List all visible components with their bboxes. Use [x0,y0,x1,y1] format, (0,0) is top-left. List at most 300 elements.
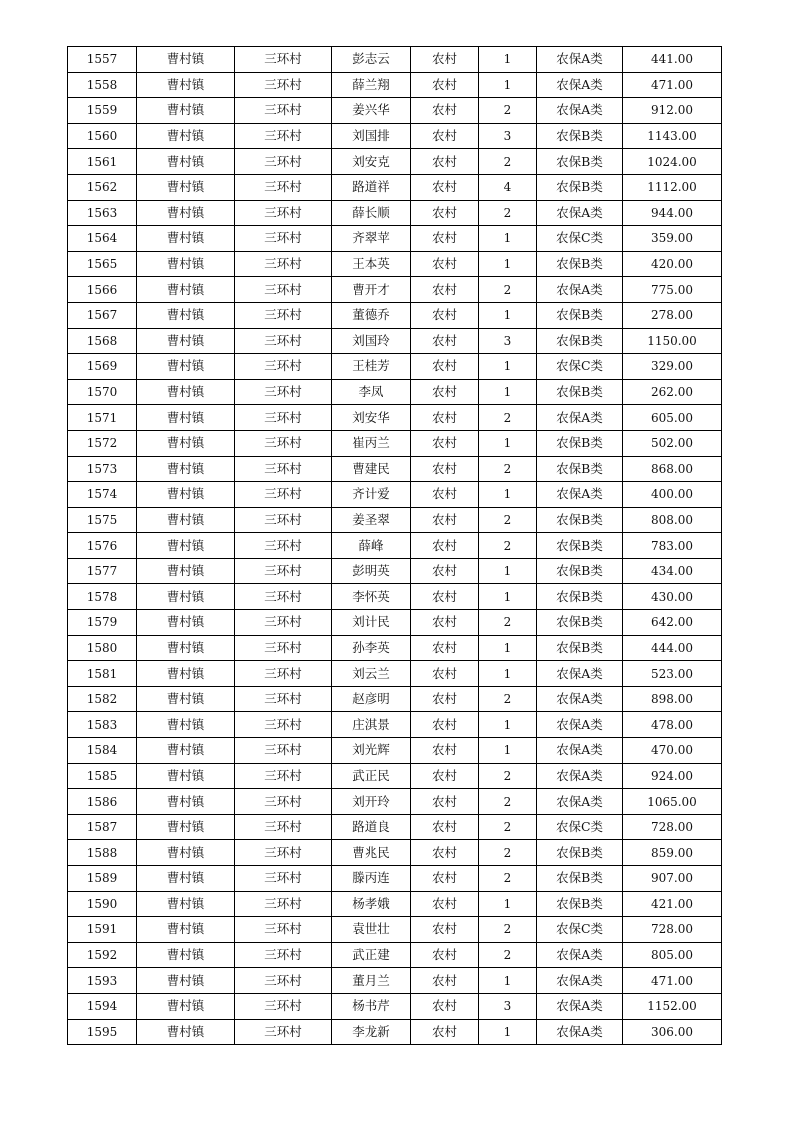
cell-village: 三环村 [235,942,332,968]
cell-amount: 434.00 [623,558,722,584]
cell-row-number: 1595 [68,1019,137,1045]
cell-family-size: 2 [479,763,537,789]
cell-amount: 868.00 [623,456,722,482]
cell-town: 曹村镇 [137,1019,235,1045]
cell-insurance-category: 农保B类 [537,149,623,175]
cell-person-name: 曹开才 [332,277,411,303]
cell-row-number: 1585 [68,763,137,789]
cell-family-size: 2 [479,789,537,815]
cell-amount: 1152.00 [623,993,722,1019]
cell-household-type: 农村 [411,430,479,456]
cell-household-type: 农村 [411,200,479,226]
cell-amount: 400.00 [623,482,722,508]
cell-household-type: 农村 [411,123,479,149]
table-row [68,430,722,456]
cell-town: 曹村镇 [137,635,235,661]
cell-person-name: 刘国玲 [332,328,411,354]
cell-insurance-category: 农保A类 [537,200,623,226]
cell-family-size: 1 [479,302,537,328]
table-row [68,98,722,124]
cell-village: 三环村 [235,968,332,994]
cell-amount: 898.00 [623,686,722,712]
cell-village: 三环村 [235,379,332,405]
table-row [68,584,722,610]
cell-family-size: 1 [479,558,537,584]
cell-town: 曹村镇 [137,174,235,200]
cell-household-type: 农村 [411,302,479,328]
cell-village: 三环村 [235,635,332,661]
cell-amount: 359.00 [623,226,722,252]
cell-row-number: 1588 [68,840,137,866]
cell-row-number: 1581 [68,661,137,687]
cell-amount: 471.00 [623,72,722,98]
cell-family-size: 2 [479,277,537,303]
cell-row-number: 1593 [68,968,137,994]
cell-village: 三环村 [235,98,332,124]
cell-amount: 523.00 [623,661,722,687]
cell-row-number: 1568 [68,328,137,354]
cell-family-size: 2 [479,610,537,636]
table-row [68,1019,722,1045]
cell-insurance-category: 农保A类 [537,661,623,687]
cell-amount: 478.00 [623,712,722,738]
table-row [68,814,722,840]
cell-amount: 278.00 [623,302,722,328]
cell-family-size: 1 [479,226,537,252]
cell-amount: 944.00 [623,200,722,226]
table-row [68,840,722,866]
table-row [68,942,722,968]
cell-family-size: 1 [479,47,537,73]
cell-village: 三环村 [235,174,332,200]
cell-village: 三环村 [235,302,332,328]
cell-village: 三环村 [235,533,332,559]
cell-insurance-category: 农保A类 [537,482,623,508]
cell-town: 曹村镇 [137,200,235,226]
cell-family-size: 2 [479,866,537,892]
cell-town: 曹村镇 [137,610,235,636]
cell-insurance-category: 农保B类 [537,328,623,354]
cell-person-name: 王本英 [332,251,411,277]
cell-insurance-category: 农保C类 [537,814,623,840]
cell-amount: 502.00 [623,430,722,456]
cell-amount: 430.00 [623,584,722,610]
cell-town: 曹村镇 [137,302,235,328]
cell-household-type: 农村 [411,72,479,98]
cell-town: 曹村镇 [137,72,235,98]
cell-village: 三环村 [235,123,332,149]
cell-town: 曹村镇 [137,277,235,303]
cell-town: 曹村镇 [137,840,235,866]
cell-family-size: 2 [479,686,537,712]
cell-town: 曹村镇 [137,328,235,354]
cell-family-size: 2 [479,98,537,124]
cell-village: 三环村 [235,277,332,303]
cell-insurance-category: 农保A类 [537,763,623,789]
cell-insurance-category: 农保A类 [537,405,623,431]
cell-town: 曹村镇 [137,507,235,533]
table-row [68,482,722,508]
cell-amount: 1143.00 [623,123,722,149]
cell-insurance-category: 农保B类 [537,430,623,456]
cell-insurance-category: 农保B类 [537,123,623,149]
cell-household-type: 农村 [411,686,479,712]
cell-village: 三环村 [235,866,332,892]
cell-row-number: 1558 [68,72,137,98]
cell-row-number: 1580 [68,635,137,661]
cell-insurance-category: 农保A类 [537,686,623,712]
cell-town: 曹村镇 [137,405,235,431]
cell-insurance-category: 农保A类 [537,1019,623,1045]
cell-person-name: 武正建 [332,942,411,968]
cell-row-number: 1573 [68,456,137,482]
cell-family-size: 2 [479,840,537,866]
cell-insurance-category: 农保A类 [537,993,623,1019]
cell-row-number: 1561 [68,149,137,175]
cell-amount: 470.00 [623,738,722,764]
cell-row-number: 1571 [68,405,137,431]
cell-row-number: 1575 [68,507,137,533]
table-row [68,635,722,661]
cell-person-name: 路道祥 [332,174,411,200]
cell-insurance-category: 农保C类 [537,226,623,252]
cell-village: 三环村 [235,72,332,98]
cell-family-size: 2 [479,942,537,968]
table-row [68,533,722,559]
cell-household-type: 农村 [411,558,479,584]
cell-amount: 1112.00 [623,174,722,200]
cell-person-name: 刘安华 [332,405,411,431]
cell-town: 曹村镇 [137,456,235,482]
cell-town: 曹村镇 [137,866,235,892]
cell-row-number: 1587 [68,814,137,840]
cell-town: 曹村镇 [137,686,235,712]
cell-person-name: 庄淇景 [332,712,411,738]
cell-row-number: 1576 [68,533,137,559]
cell-village: 三环村 [235,712,332,738]
cell-household-type: 农村 [411,328,479,354]
cell-row-number: 1564 [68,226,137,252]
cell-family-size: 1 [479,482,537,508]
cell-village: 三环村 [235,763,332,789]
cell-household-type: 农村 [411,149,479,175]
cell-village: 三环村 [235,430,332,456]
cell-insurance-category: 农保B类 [537,635,623,661]
cell-household-type: 农村 [411,814,479,840]
cell-row-number: 1567 [68,302,137,328]
cell-person-name: 彭志云 [332,47,411,73]
cell-town: 曹村镇 [137,814,235,840]
cell-row-number: 1565 [68,251,137,277]
cell-village: 三环村 [235,405,332,431]
table-row [68,866,722,892]
cell-household-type: 农村 [411,456,479,482]
cell-amount: 912.00 [623,98,722,124]
cell-row-number: 1559 [68,98,137,124]
cell-person-name: 刘云兰 [332,661,411,687]
table-row [68,200,722,226]
cell-person-name: 路道良 [332,814,411,840]
cell-household-type: 农村 [411,1019,479,1045]
cell-village: 三环村 [235,993,332,1019]
cell-insurance-category: 农保A类 [537,942,623,968]
cell-row-number: 1563 [68,200,137,226]
cell-amount: 306.00 [623,1019,722,1045]
cell-household-type: 农村 [411,277,479,303]
cell-village: 三环村 [235,328,332,354]
cell-village: 三环村 [235,661,332,687]
cell-town: 曹村镇 [137,558,235,584]
cell-amount: 907.00 [623,866,722,892]
cell-insurance-category: 农保B类 [537,840,623,866]
cell-person-name: 姜圣翠 [332,507,411,533]
cell-village: 三环村 [235,814,332,840]
cell-insurance-category: 农保B类 [537,610,623,636]
cell-amount: 420.00 [623,251,722,277]
cell-insurance-category: 农保B类 [537,558,623,584]
cell-person-name: 董月兰 [332,968,411,994]
cell-household-type: 农村 [411,712,479,738]
cell-household-type: 农村 [411,635,479,661]
cell-town: 曹村镇 [137,430,235,456]
table-row [68,661,722,687]
cell-row-number: 1574 [68,482,137,508]
cell-insurance-category: 农保B类 [537,174,623,200]
cell-village: 三环村 [235,482,332,508]
cell-household-type: 农村 [411,405,479,431]
cell-person-name: 赵彦明 [332,686,411,712]
cell-person-name: 刘计民 [332,610,411,636]
table-row [68,558,722,584]
cell-village: 三环村 [235,558,332,584]
cell-household-type: 农村 [411,47,479,73]
cell-amount: 471.00 [623,968,722,994]
table-body [68,47,722,1045]
cell-town: 曹村镇 [137,661,235,687]
cell-insurance-category: 农保B类 [537,302,623,328]
cell-person-name: 刘光辉 [332,738,411,764]
cell-person-name: 李怀英 [332,584,411,610]
cell-family-size: 1 [479,251,537,277]
cell-person-name: 王桂芳 [332,354,411,380]
cell-family-size: 1 [479,584,537,610]
cell-row-number: 1584 [68,738,137,764]
table-row [68,302,722,328]
cell-insurance-category: 农保A类 [537,789,623,815]
cell-town: 曹村镇 [137,968,235,994]
cell-family-size: 2 [479,533,537,559]
cell-village: 三环村 [235,917,332,943]
cell-family-size: 2 [479,456,537,482]
cell-household-type: 农村 [411,98,479,124]
table-row [68,712,722,738]
cell-row-number: 1591 [68,917,137,943]
cell-amount: 444.00 [623,635,722,661]
cell-town: 曹村镇 [137,251,235,277]
table-row [68,47,722,73]
cell-family-size: 2 [479,814,537,840]
cell-household-type: 农村 [411,763,479,789]
table-row [68,72,722,98]
cell-family-size: 3 [479,328,537,354]
cell-amount: 329.00 [623,354,722,380]
cell-person-name: 薛兰翔 [332,72,411,98]
cell-household-type: 农村 [411,738,479,764]
cell-insurance-category: 农保C类 [537,917,623,943]
cell-insurance-category: 农保A类 [537,968,623,994]
cell-row-number: 1579 [68,610,137,636]
cell-household-type: 农村 [411,174,479,200]
table-row [68,379,722,405]
cell-person-name: 姜兴华 [332,98,411,124]
cell-village: 三环村 [235,584,332,610]
cell-household-type: 农村 [411,226,479,252]
cell-town: 曹村镇 [137,789,235,815]
cell-row-number: 1582 [68,686,137,712]
table-row [68,507,722,533]
cell-insurance-category: 农保B类 [537,251,623,277]
cell-town: 曹村镇 [137,98,235,124]
table-row [68,738,722,764]
cell-village: 三环村 [235,507,332,533]
cell-amount: 783.00 [623,533,722,559]
cell-family-size: 1 [479,712,537,738]
cell-village: 三环村 [235,226,332,252]
cell-person-name: 刘开玲 [332,789,411,815]
cell-insurance-category: 农保B类 [537,891,623,917]
cell-town: 曹村镇 [137,993,235,1019]
table-row [68,277,722,303]
cell-household-type: 农村 [411,533,479,559]
cell-household-type: 农村 [411,379,479,405]
cell-town: 曹村镇 [137,482,235,508]
table-row [68,405,722,431]
cell-family-size: 1 [479,72,537,98]
cell-amount: 808.00 [623,507,722,533]
cell-household-type: 农村 [411,661,479,687]
cell-town: 曹村镇 [137,738,235,764]
cell-row-number: 1590 [68,891,137,917]
cell-row-number: 1583 [68,712,137,738]
cell-town: 曹村镇 [137,149,235,175]
table-row [68,123,722,149]
cell-person-name: 崔丙兰 [332,430,411,456]
table-row [68,226,722,252]
cell-household-type: 农村 [411,840,479,866]
data-table [67,46,722,1045]
cell-row-number: 1572 [68,430,137,456]
cell-amount: 642.00 [623,610,722,636]
cell-person-name: 李凤 [332,379,411,405]
cell-row-number: 1592 [68,942,137,968]
cell-town: 曹村镇 [137,917,235,943]
cell-insurance-category: 农保A类 [537,277,623,303]
cell-insurance-category: 农保A类 [537,98,623,124]
table-row [68,763,722,789]
cell-family-size: 2 [479,507,537,533]
cell-insurance-category: 农保A类 [537,738,623,764]
cell-insurance-category: 农保B类 [537,584,623,610]
cell-row-number: 1594 [68,993,137,1019]
cell-row-number: 1569 [68,354,137,380]
cell-amount: 728.00 [623,814,722,840]
table-row [68,251,722,277]
table-row [68,789,722,815]
cell-family-size: 1 [479,738,537,764]
cell-amount: 805.00 [623,942,722,968]
cell-row-number: 1562 [68,174,137,200]
cell-town: 曹村镇 [137,379,235,405]
cell-insurance-category: 农保B类 [537,379,623,405]
cell-village: 三环村 [235,789,332,815]
cell-village: 三环村 [235,200,332,226]
cell-insurance-category: 农保B类 [537,456,623,482]
cell-town: 曹村镇 [137,354,235,380]
cell-amount: 1150.00 [623,328,722,354]
cell-village: 三环村 [235,610,332,636]
cell-person-name: 薛峰 [332,533,411,559]
cell-person-name: 滕丙连 [332,866,411,892]
cell-town: 曹村镇 [137,763,235,789]
cell-town: 曹村镇 [137,942,235,968]
cell-household-type: 农村 [411,968,479,994]
cell-village: 三环村 [235,738,332,764]
cell-row-number: 1570 [68,379,137,405]
table-row [68,968,722,994]
table-row [68,891,722,917]
cell-row-number: 1589 [68,866,137,892]
cell-household-type: 农村 [411,942,479,968]
cell-family-size: 1 [479,354,537,380]
cell-village: 三环村 [235,251,332,277]
cell-family-size: 1 [479,635,537,661]
cell-person-name: 齐计爱 [332,482,411,508]
cell-person-name: 袁世壮 [332,917,411,943]
cell-person-name: 李龙新 [332,1019,411,1045]
table-row [68,456,722,482]
cell-amount: 421.00 [623,891,722,917]
cell-town: 曹村镇 [137,47,235,73]
cell-person-name: 彭明英 [332,558,411,584]
cell-insurance-category: 农保B类 [537,866,623,892]
cell-insurance-category: 农保A类 [537,47,623,73]
cell-household-type: 农村 [411,610,479,636]
cell-amount: 441.00 [623,47,722,73]
cell-amount: 924.00 [623,763,722,789]
cell-person-name: 杨书芹 [332,993,411,1019]
cell-family-size: 2 [479,405,537,431]
cell-family-size: 1 [479,379,537,405]
cell-person-name: 刘国排 [332,123,411,149]
cell-household-type: 农村 [411,507,479,533]
table-row [68,174,722,200]
cell-row-number: 1557 [68,47,137,73]
cell-household-type: 农村 [411,993,479,1019]
cell-insurance-category: 农保C类 [537,354,623,380]
cell-family-size: 2 [479,200,537,226]
cell-person-name: 薛长顺 [332,200,411,226]
cell-family-size: 3 [479,123,537,149]
cell-household-type: 农村 [411,789,479,815]
table-row [68,917,722,943]
cell-amount: 1065.00 [623,789,722,815]
table-row [68,328,722,354]
cell-family-size: 1 [479,891,537,917]
table-row [68,993,722,1019]
cell-amount: 859.00 [623,840,722,866]
cell-family-size: 1 [479,968,537,994]
cell-amount: 775.00 [623,277,722,303]
